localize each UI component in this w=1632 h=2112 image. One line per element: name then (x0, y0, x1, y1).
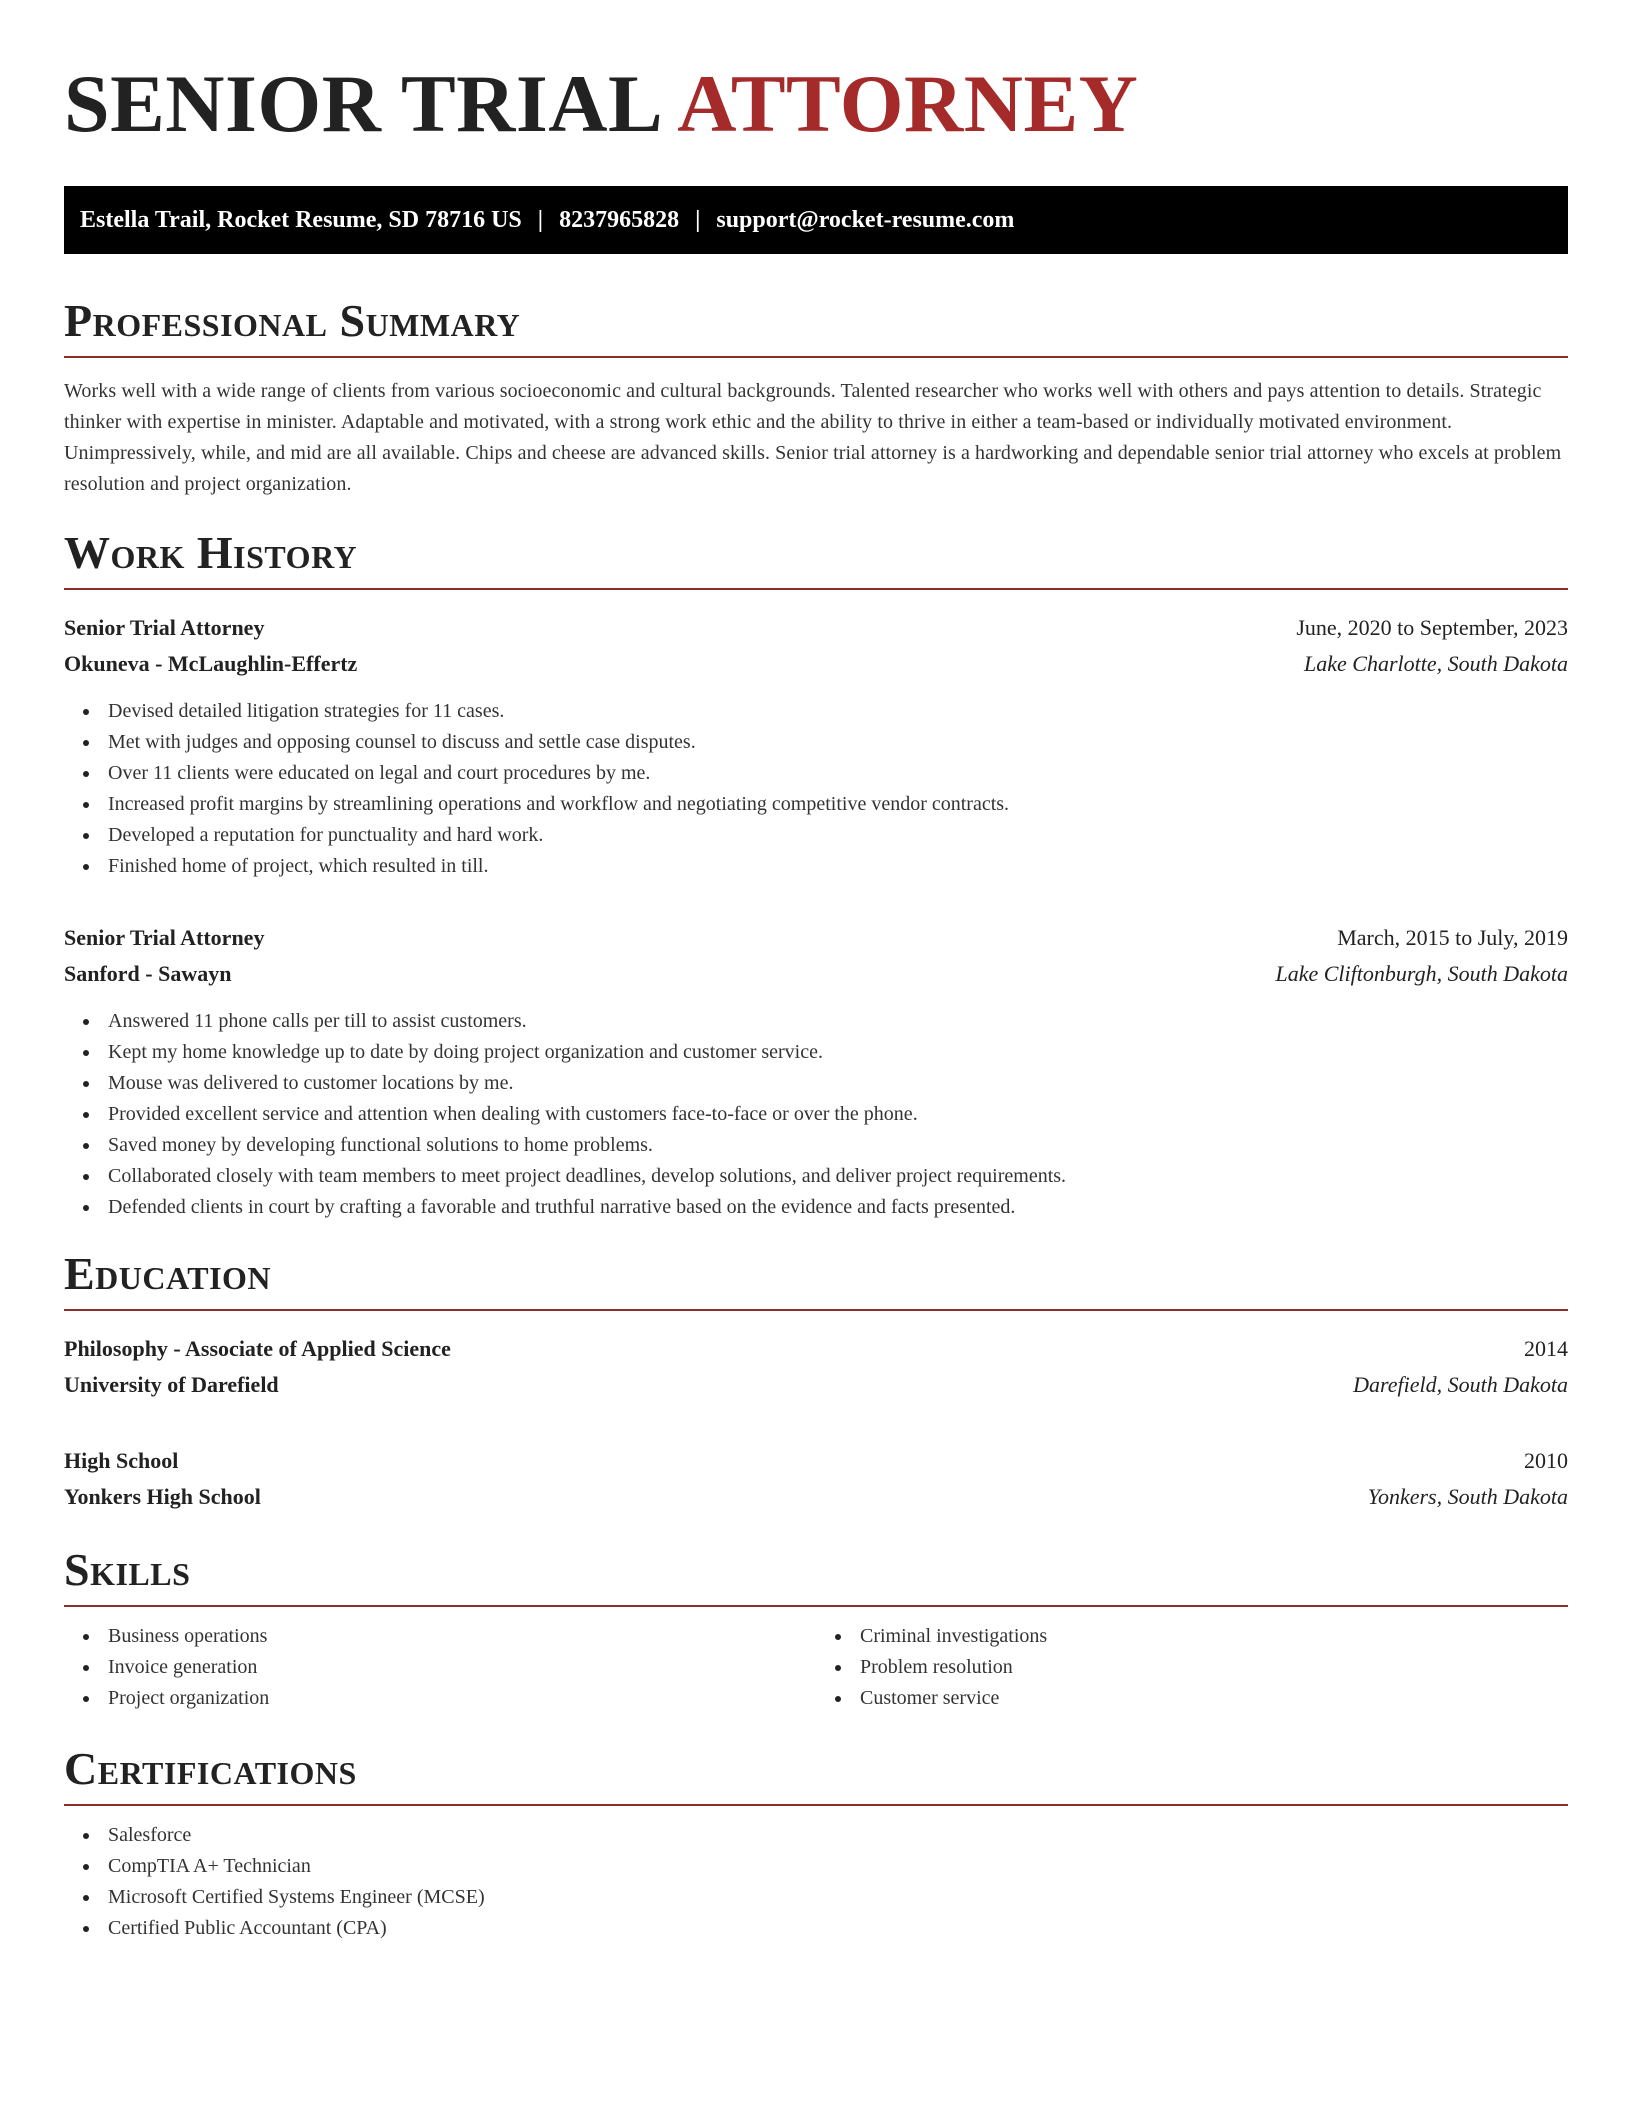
section-title: Work History (64, 530, 1568, 590)
job-entry (64, 610, 1568, 882)
job-bullets (64, 1006, 1568, 1223)
skills-column-1 (64, 1621, 816, 1714)
skills-section (64, 1544, 1568, 1714)
education-entry (64, 1443, 1568, 1515)
list-item: Developed a reputation for punctuality and hard work. (108, 820, 1568, 851)
job-company: Okuneva - McLaughlin-Effertz (64, 651, 358, 676)
education-entry (64, 1331, 1568, 1403)
education-year: 2014 (1524, 1336, 1568, 1361)
education-degree: High School (64, 1448, 179, 1473)
list-item: Increased profit margins by streamlining operations and workflow and negotiating competitive vendor contracts. (108, 789, 1568, 820)
list-item: CompTIA A+ Technician (108, 1851, 1568, 1882)
title-part-1: SENIOR TRIAL (64, 58, 664, 149)
job-company-row (64, 646, 1568, 682)
education-degree: Philosophy - Associate of Applied Science (64, 1336, 451, 1361)
job-bullets (64, 696, 1568, 882)
list-item: Project organization (108, 1683, 816, 1714)
job-title: Senior Trial Attorney (64, 615, 265, 640)
list-item: Mouse was delivered to customer locations by me. (108, 1068, 1568, 1099)
education-year: 2010 (1524, 1448, 1568, 1473)
list-item: Certified Public Accountant (CPA) (108, 1913, 1568, 1944)
list-item: Salesforce (108, 1820, 1568, 1851)
list-item: Provided excellent service and attention when dealing with customers face-to-face or over the phone. (108, 1099, 1568, 1130)
work-history-section (64, 527, 1568, 1223)
list-item: Invoice generation (108, 1652, 816, 1683)
contact-address: Estella Trail, Rocket Resume, SD 78716 US (80, 206, 522, 233)
job-dates: March, 2015 to July, 2019 (1337, 925, 1568, 950)
list-item: Answered 11 phone calls per till to assist customers. (108, 1006, 1568, 1037)
title-part-2: ATTORNEY (677, 58, 1139, 149)
resume-title (64, 56, 1568, 152)
contact-separator: | (695, 206, 701, 233)
education-school-row (64, 1367, 1568, 1403)
list-item: Kept my home knowledge up to date by doing project organization and customer service. (108, 1037, 1568, 1068)
education-location: Yonkers, South Dakota (1367, 1484, 1568, 1509)
summary-section (64, 295, 1568, 500)
job-entry (64, 920, 1568, 1223)
list-item: Collaborated closely with team members to meet project deadlines, develop solutions, and deliver project requirements. (108, 1161, 1568, 1192)
education-header-row (64, 1443, 1568, 1479)
contact-separator: | (537, 206, 544, 233)
job-company-row (64, 956, 1568, 992)
section-title: Professional Summary (64, 298, 1568, 358)
job-header-row (64, 610, 1568, 646)
summary-text: Works well with a wide range of clients from various socioeconomic and cultural backgrounds. Talented researcher who works well with others and pays attention to details. Strategic thinker with expertise in minister. Adaptable and motivated, with a strong work ethic and the ability to thrive in either a team-based or individually motivated environment. Unimpressively, while, and mid are all available. Chips and cheese are advanced skills. Senior trial attorney is a hardworking and dependable senior trial attorney who excels at problem resolution and project organization. (64, 380, 1562, 495)
list-item: Defended clients in court by crafting a favorable and truthful narrative based on the evidence and facts presented. (108, 1192, 1568, 1223)
certifications-section (64, 1743, 1568, 1944)
contact-phone: 8237965828 (559, 206, 680, 233)
education-school: Yonkers High School (64, 1484, 261, 1509)
section-title: Education (64, 1251, 1568, 1311)
list-item: Business operations (108, 1621, 816, 1652)
list-item: Customer service (860, 1683, 1568, 1714)
list-item: Problem resolution (860, 1652, 1568, 1683)
job-dates: June, 2020 to September, 2023 (1296, 615, 1568, 640)
contact-bar (64, 186, 1568, 254)
list-item: Finished home of project, which resulted in till. (108, 851, 1568, 882)
education-school: University of Darefield (64, 1372, 279, 1397)
job-header-row (64, 920, 1568, 956)
education-school-row (64, 1479, 1568, 1515)
list-item: Over 11 clients were educated on legal and court procedures by me. (108, 758, 1568, 789)
job-location: Lake Cliftonburgh, South Dakota (1275, 961, 1568, 986)
list-item: Saved money by developing functional solutions to home problems. (108, 1130, 1568, 1161)
education-location: Darefield, South Dakota (1353, 1372, 1568, 1397)
list-item: Criminal investigations (860, 1621, 1568, 1652)
section-title: Certifications (64, 1746, 1568, 1806)
skills-column-2 (816, 1621, 1568, 1714)
education-header-row (64, 1331, 1568, 1367)
list-item: Devised detailed litigation strategies for 11 cases. (108, 696, 1568, 727)
skills-columns (64, 1621, 1568, 1714)
job-location: Lake Charlotte, South Dakota (1304, 651, 1568, 676)
section-title: Skills (64, 1547, 1568, 1607)
certifications-list (64, 1820, 1568, 1944)
education-section (64, 1248, 1568, 1515)
list-item: Met with judges and opposing counsel to discuss and settle case disputes. (108, 727, 1568, 758)
job-company: Sanford - Sawayn (64, 961, 232, 986)
list-item: Microsoft Certified Systems Engineer (MCSE) (108, 1882, 1568, 1913)
job-title: Senior Trial Attorney (64, 925, 265, 950)
contact-email: support@rocket-resume.com (716, 206, 1015, 233)
